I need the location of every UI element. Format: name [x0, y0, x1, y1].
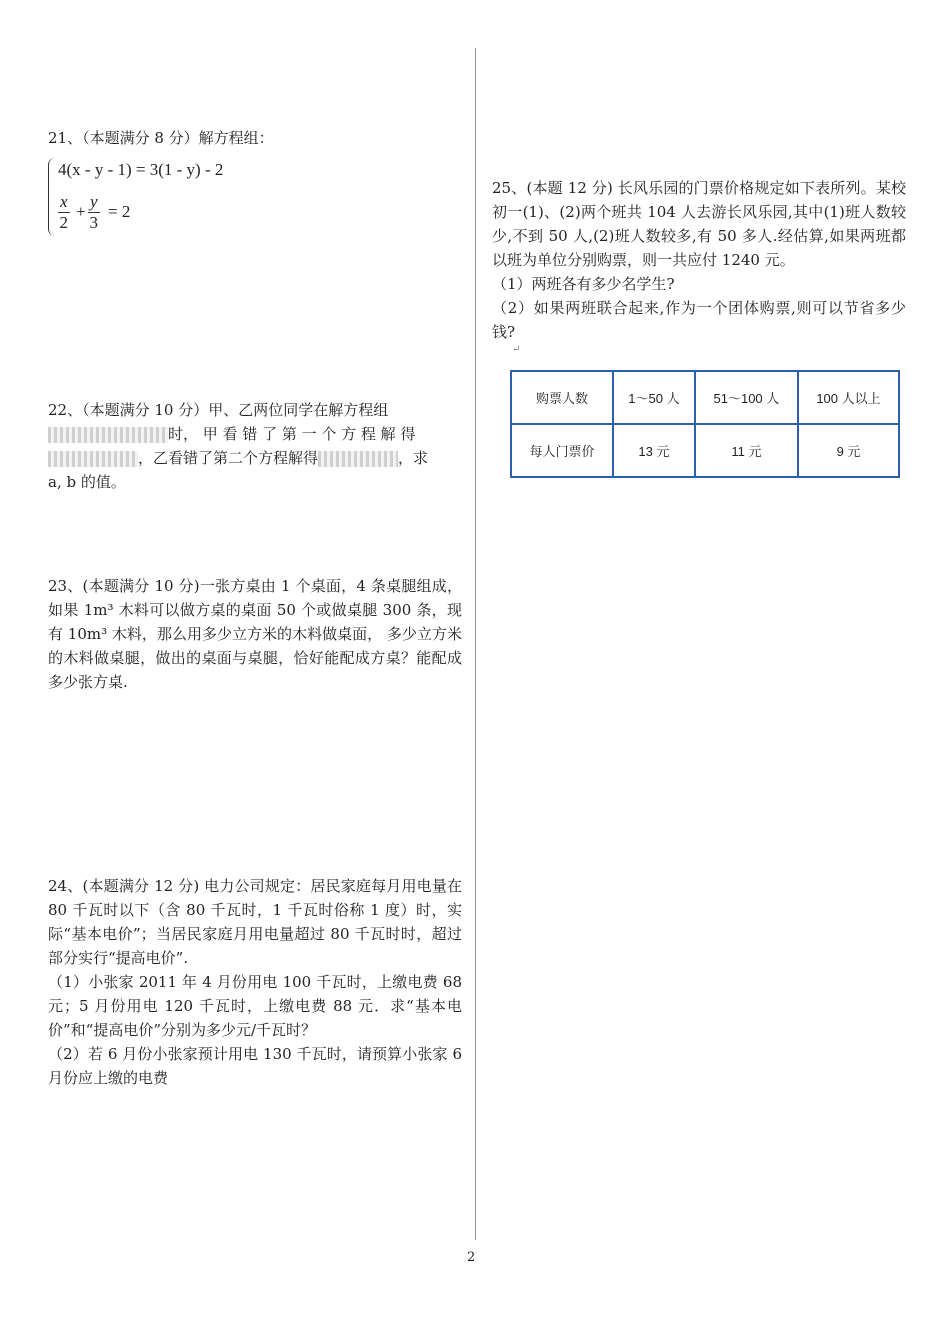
q24-part-1: （1）小张家 2011 年 4 月份用电 100 千瓦时，上缴电费 68 元；5 月份用电 120 千瓦时，上缴电费 88 元．求“基本电价”和“提高电价”分别为多少元/千瓦时？ [48, 973, 462, 1039]
q25-part-1: （1）两班各有多少名学生? [492, 275, 675, 293]
q24-part-2: （2）若 6 月份小张家预计用电 130 千瓦时，请预算小张家 6 月份应上缴的电费 [48, 1045, 462, 1087]
page-number: 2 [467, 1250, 476, 1265]
q22-line-4: a, b 的值。 [48, 473, 126, 491]
q21-header: 21、（本题满分 8 分）解方程组： [48, 129, 274, 147]
system-brace [48, 158, 55, 236]
table-cell: 9 元 [798, 424, 899, 477]
q24-text: 24、(本题满分 12 分) 电力公司规定：居民家庭每月用电量在 80 千瓦时以下（含 80 千瓦时，1 千瓦时俗称 1 度）时，实际“基本电价”；当居民家庭月用电量超过 80 千瓦时时，超过部分实行“提高电价”. [48, 877, 462, 967]
q21-equation-1: 4(x - y - 1) = 3(1 - y) - 2 [58, 160, 224, 179]
question-24 [48, 874, 462, 1090]
q21-plus: + [76, 202, 86, 221]
question-23 [48, 574, 462, 694]
blurred-solution-2 [318, 451, 398, 467]
blurred-solution-1 [48, 451, 138, 467]
ticket-price-table [510, 370, 900, 478]
q21-fraction-x: $\frac{x}{2}$ [59, 192, 69, 232]
q23-text: 23、(本题满分 10 分)一张方桌由 1 个桌面，4 条桌腿组成，如果 1m³ 木料可以做方桌的桌面 50 个或做桌腿 300 条，现有 10m³ 木料，那么用多少立方米的木料做桌面， 多少立方米的木料做桌腿，做出的桌面与桌腿，恰好能配成方桌？能配成多少张方桌. [48, 577, 462, 691]
q21-equation-2-rhs: = 2 [108, 202, 131, 221]
blurred-equation-system [48, 427, 168, 443]
q22-line-3: ，乙看错了第二个方程解得 ，求 [48, 446, 460, 470]
table-cell: 100 人以上 [798, 371, 899, 424]
q22-line-1: 22、（本题满分 10 分）甲、乙两位同学在解方程组 [48, 401, 389, 419]
q25-text: 25、(本题 12 分) 长风乐园的门票价格规定如下表所列。某校初一(1)、(2)两个班共 104 人去游长风乐园,其中(1)班人数较少,不到 50 人,(2)班人数较多,有 50 多人.经估算,如果两班都以班为单位分别购票，则一共应付 1240 元。 [492, 179, 906, 269]
question-22 [48, 398, 460, 494]
question-21 [48, 126, 458, 150]
q22-line-2: 时， 甲 看 错 了 第 一 个 方 程 解 得 [48, 422, 460, 446]
table-row [511, 424, 899, 477]
table-cell: 每人门票价 [511, 424, 613, 477]
table-cell: 13 元 [613, 424, 695, 477]
table-row [511, 371, 899, 424]
q21-fraction-y: $\frac{y}{3}$ [89, 192, 99, 232]
column-divider [475, 48, 476, 1240]
table-cell: 51～100 人 [695, 371, 798, 424]
paragraph-mark: ↵ [512, 344, 521, 355]
table-cell: 购票人数 [511, 371, 613, 424]
question-25 [492, 176, 906, 356]
q25-part-2: （2）如果两班联合起来,作为一个团体购票,则可以节省多少钱? [492, 299, 906, 341]
table-cell: 11 元 [695, 424, 798, 477]
table-cell: 1～50 人 [613, 371, 695, 424]
